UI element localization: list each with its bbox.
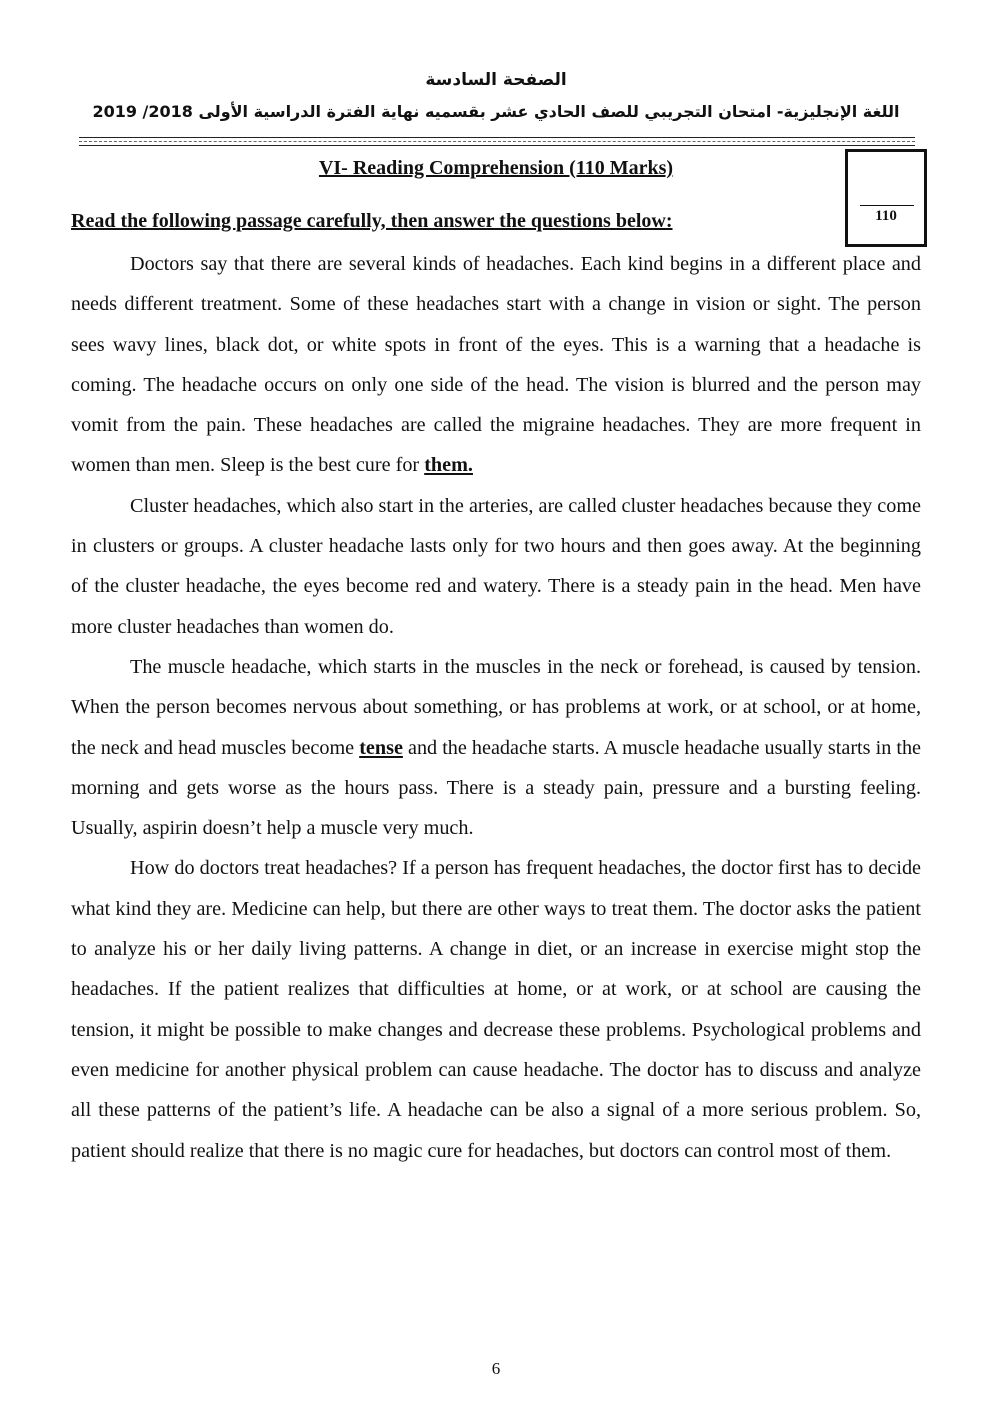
paragraph-1: [71, 244, 921, 486]
paragraph-3-text-a: The muscle headache, which starts in the muscles in the neck or forehead, is caused by tension. When the person becomes nervous about something, or has problems at work, or at school, or at home, the neck and head muscles become: [71, 655, 921, 759]
instruction: Read the following passage carefully, then answer the questions below:: [71, 210, 673, 232]
paragraph-4: How do doctors treat headaches? If a person has frequent headaches, the doctor first has to decide what kind they are. Medicine can help, but there are other ways to treat them. The doctor asks the patient to analyze his or her daily living patterns. A change in diet, or an increase in exercise might stop the headaches. If the patient realizes that difficulties at home, or at work, or at school are causing the tension, it might be possible to make changes and decrease these problems. Psychological problems and even medicine for another physical problem can cause headache. The doctor has to discuss and analyze all these patterns of the patient’s life. A headache can be also a signal of a more serious problem. So, patient should realize that there is no magic cure for headaches, but doctors can control most of them.: [71, 857, 921, 1162]
exam-title-arabic: اللغة الإنجليزية- امتحان التجريبي للصف الحادي عشر بقسميه نهاية الفترة الدراسية الأولى 2018/ 2019: [92, 102, 900, 121]
reading-passage: [71, 244, 921, 1171]
underlined-word-them: them.: [424, 454, 473, 477]
page-label-arabic: الصفحة السادسة: [425, 70, 567, 90]
marks-total: 110: [875, 208, 897, 224]
marks-blank-line: [860, 205, 914, 206]
section-title: VI- Reading Comprehension (110 Marks): [318, 157, 674, 179]
paragraph-2: Cluster headaches, which also start in the arteries, are called cluster headaches because they come in clusters or groups. A cluster headache lasts only for two hours and then goes away. At the beginning of the cluster headache, the eyes become red and watery. There is a steady pain in the head. Men have more cluster headaches than women do.: [71, 494, 921, 638]
paragraph-3-text-b: and the headache starts. A muscle headache usually starts in the morning and gets worse as the hours pass. There is a steady pain, pressure and a bursting feeling. Usually, aspirin doesn’t help a muscle very much.: [71, 736, 922, 840]
marks-box: [845, 149, 927, 247]
header-divider: [79, 137, 915, 146]
underlined-word-tense: tense: [359, 736, 403, 759]
page-number: 6: [491, 1359, 501, 1378]
paragraph-3: [71, 647, 921, 848]
paragraph-1-text: Doctors say that there are several kinds of headaches. Each kind begins in a different place and needs different treatment. Some of these headaches start with a change in vision or sight. The person sees wavy lines, black dot, or white spots in front of the eyes. This is a warning that a headache is coming. The headache occurs on only one side of the head. The vision is blurred and the person may vomit from the pain. These headaches are called the migraine headaches. They are more frequent in women than men. Sleep is the best cure for: [71, 253, 921, 477]
